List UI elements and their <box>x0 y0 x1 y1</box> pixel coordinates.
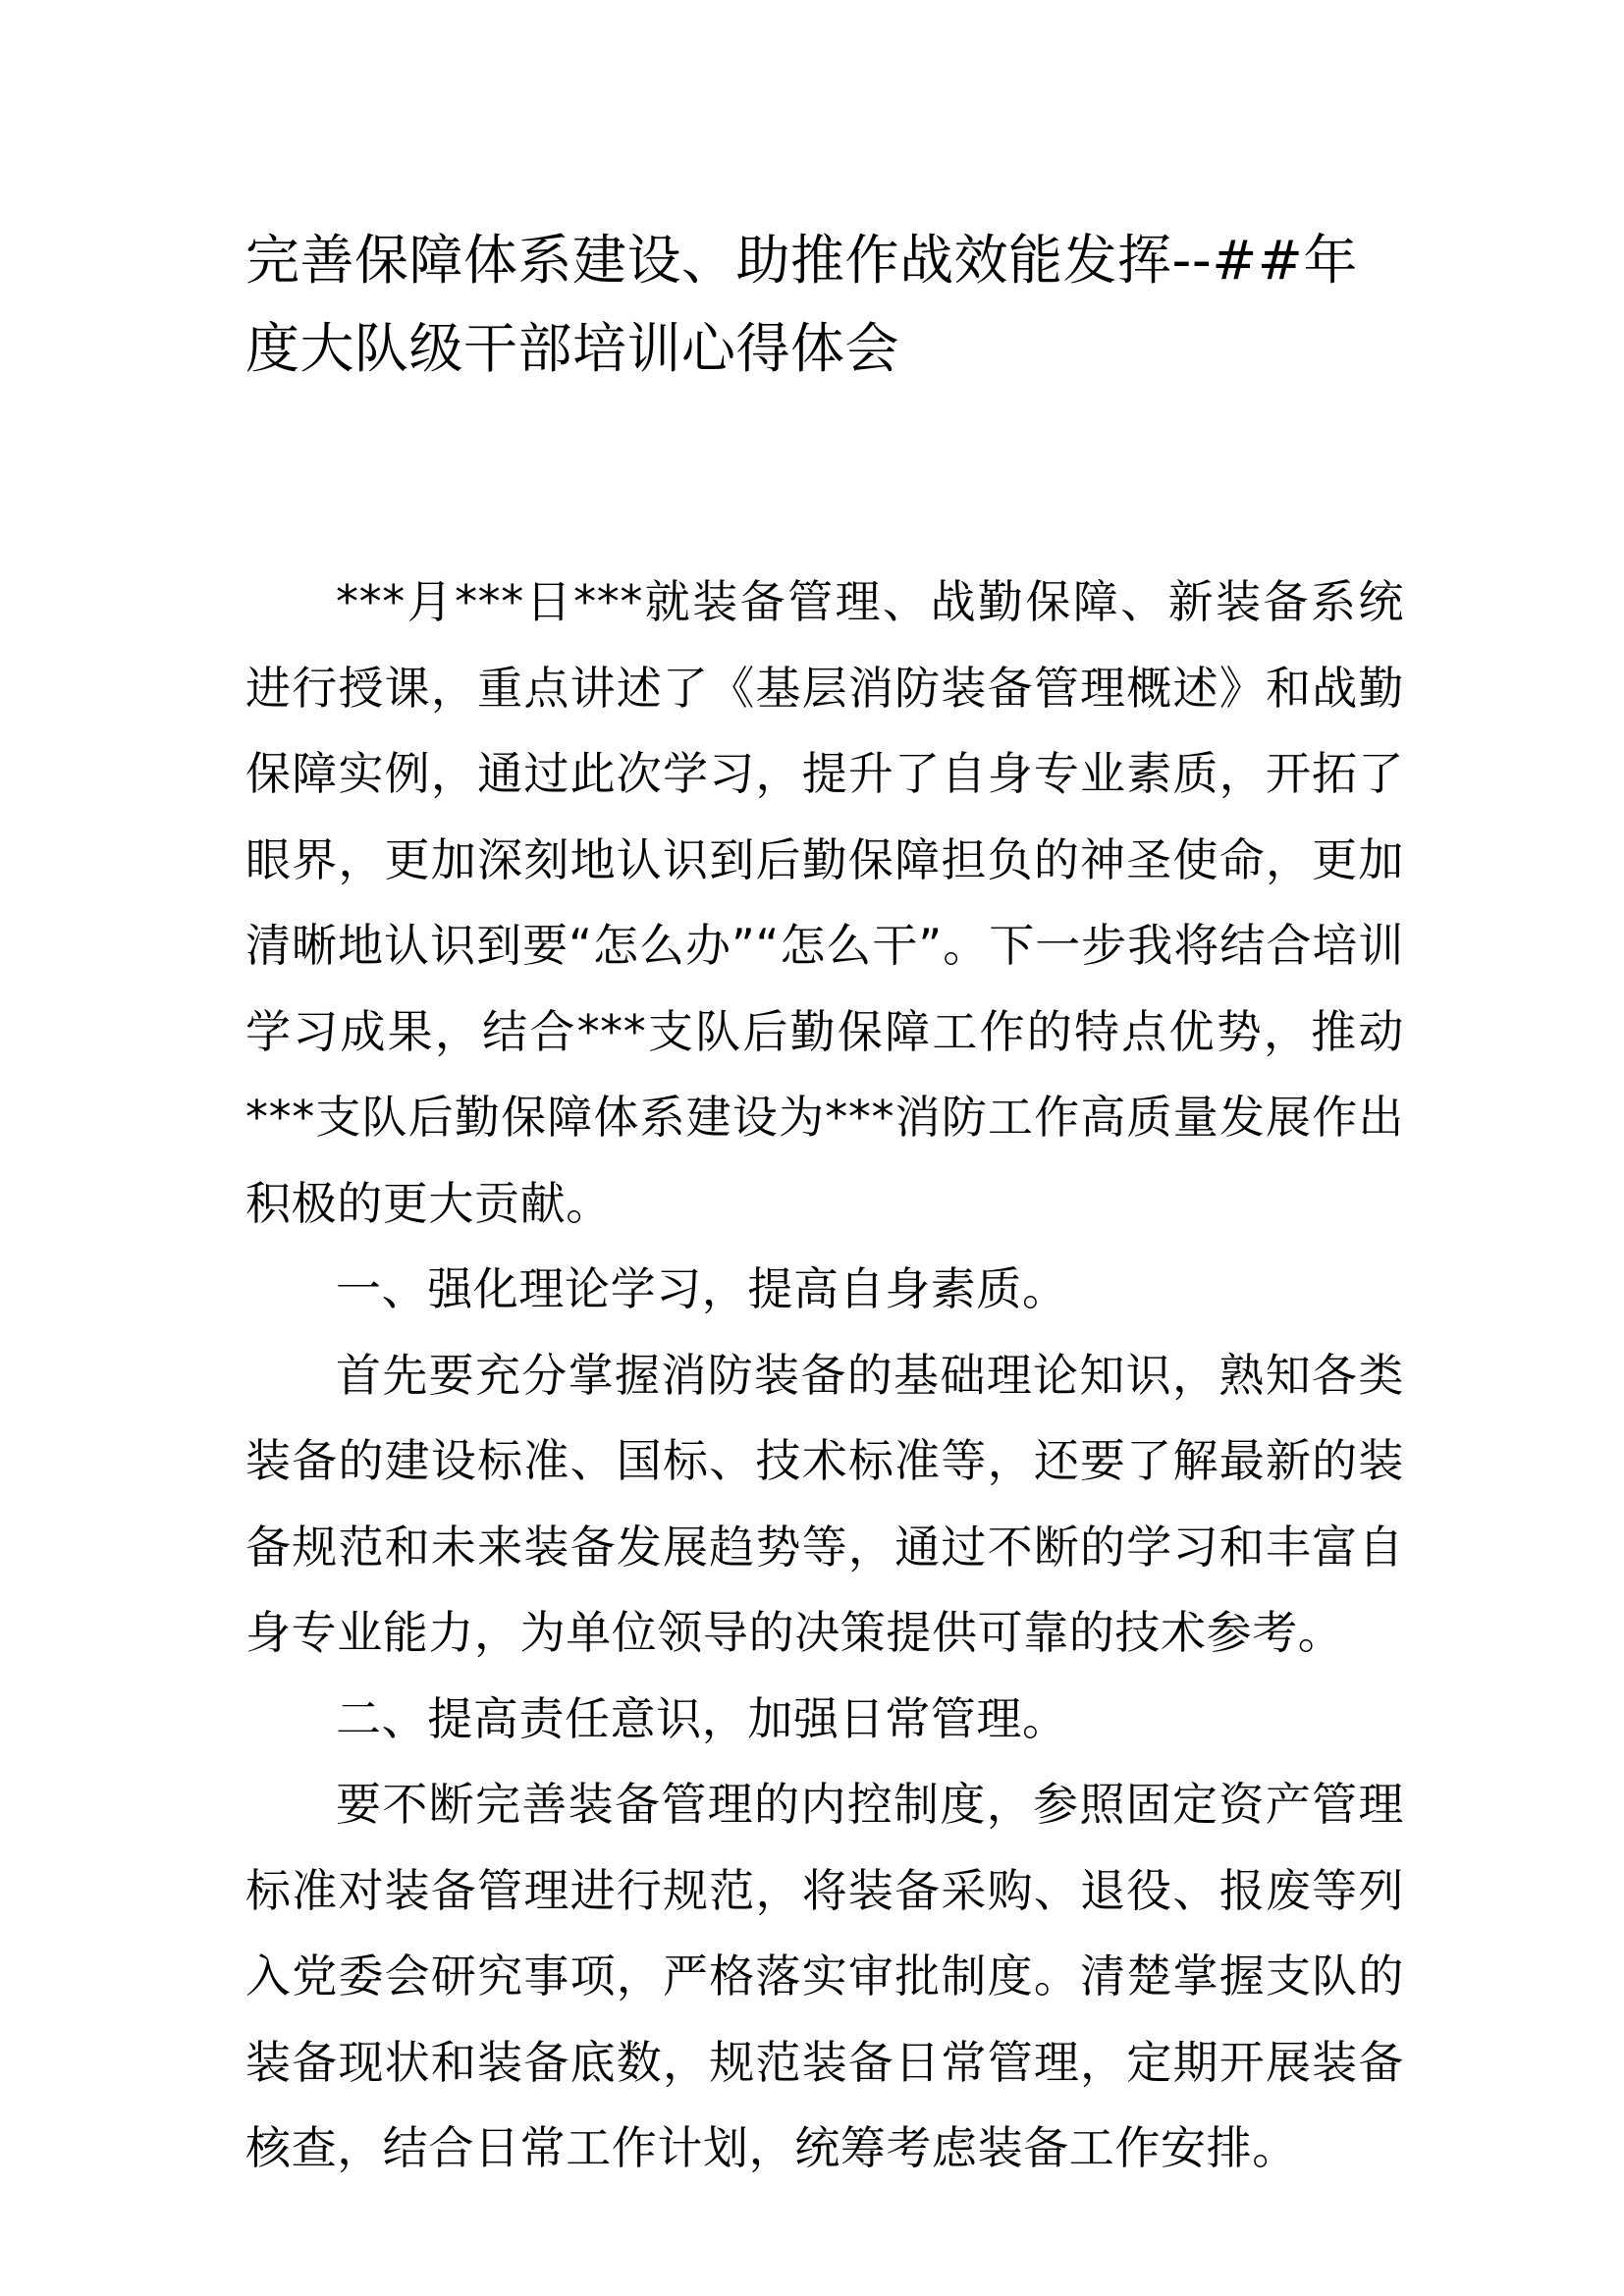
section-heading-1: 一、强化理论学习，提高自身素质。 <box>336 1262 1068 1315</box>
body-paragraph-2: 要不断完善装备管理的内控制度，参照固定资产管理标准对装备管理进行规范，将装备采购、退役、报废等列入党委会研究事项，严格落实审批制度。清楚掌握支队的装备现状和装备底数，规范装备日常管理，定期开展装备核查，结合日常工作计划，统筹考虑装备工作安排。 <box>245 1778 1404 2174</box>
body-paragraph-intro: ***月***日***就装备管理、战勤保障、新装备系统进行授课，重点讲述了《基层消防装备管理概述》和战勤保障实例，通过此次学习，提升了自身专业素质，开拓了眼界，更加深刻地认识到后勤保障担负的神圣使命，更加清晰地认识到要“怎么办”“怎么干”。下一步我将结合培训学习成果，结合***支队后勤保障工作的特点优势，推动***支队后勤保障体系建设为***消防工作高质量发展作出积极的更大贡献。 <box>245 575 1404 1230</box>
document-body <box>245 560 1404 2192</box>
document-title: 完善保障体系建设、助推作战效能发挥--##年度大队级干部培训心得体会 <box>245 229 1358 380</box>
section-heading-2: 二、提高责任意识，加强日常管理。 <box>336 1691 1068 1745</box>
body-paragraph-1: 首先要充分掌握消防装备的基础理论知识，熟知各类装备的建设标准、国标、技术标准等，还要了解最新的装备规范和未来装备发展趋势等，通过不断的学习和丰富自身专业能力，为单位领导的决策提供可靠的技术参考。 <box>245 1348 1404 1659</box>
